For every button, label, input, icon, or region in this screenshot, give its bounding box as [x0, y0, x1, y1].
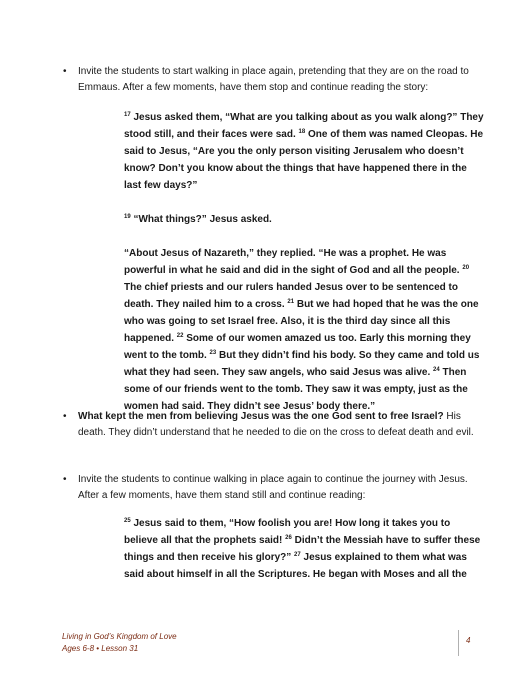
footer-course-title: Living in God’s Kingdom of Love	[62, 632, 177, 641]
verse-number: 23	[209, 350, 217, 356]
scripture-paragraph: $^{25}$ Jesus said to them, “How foolish you are! How long it takes you to believe all that the prophets said! $^{26}$ Didn’t the Messiah have to suffer these things and then receive his glory?” $^{27}$ Jesus explained to them what was said about himself in all the Scriptures. He began with Moses and all the	[124, 518, 481, 580]
verse-number: 19	[124, 214, 131, 220]
scripture-passage-2	[124, 515, 484, 583]
footer-course-info	[62, 631, 177, 655]
bullet-dot: •	[63, 66, 67, 77]
verse-number: 24	[433, 367, 440, 373]
verse-number: 26	[285, 535, 292, 541]
scripture-passage-1	[124, 109, 484, 415]
bullet-dot: •	[63, 474, 67, 485]
bullet-instruction-1	[63, 64, 478, 96]
verse-number: 20	[462, 265, 470, 271]
page-number: 4	[466, 636, 471, 645]
bullet-question	[63, 409, 478, 441]
question-answer: His death. They didn’t understand that he needed to die on the cross to defeat death and evil.	[78, 411, 474, 438]
discussion-question: What kept the men from believing Jesus was the one God sent to free Israel?	[78, 411, 444, 422]
verse-number: 22	[176, 333, 184, 339]
scripture-paragraph: $^{19}$ “What things?” Jesus asked.	[124, 214, 272, 225]
scripture-paragraph: $^{17}$ Jesus asked them, “What are you talking about as you walk along?” They stood still, and their faces were sad. $^{18}$ One of them was named Cleopas. He said to Jesus, “Are you the only person visiting Jerusalem who doesn’t know? Don’t you know about the things that have happened there in the last few days?”	[124, 112, 484, 191]
footer-divider	[458, 630, 459, 656]
scripture-paragraph: “About Jesus of Nazareth,” they replied. “He was a prophet. He was powerful in what he said and did in the sight of God and all the people. $^{20}$ The chief priests and our rulers handed Jesus over to be sentenced to death. They nailed him to a cross. $^{21}$ But we had hoped that he was the one who was going to set Israel free. Also, it is the third day since all this happened. $^{22}$ Some of our women amazed us too. Early this morning they went to the tomb. $^{23}$ But they didn’t find his body. So they came and told us what they had seen. They saw angels, who said Jesus was alive. $^{24}$ Then some of our friends went to the tomb. They saw it was empty, just as the women had said. They didn’t see Jesus’ body there.”	[124, 248, 480, 412]
verse-number: 18	[298, 129, 306, 135]
verse-number: 17	[124, 112, 131, 118]
instruction-text: Invite the students to continue walking in place again to continue the journey with Jesus. After a few moments, have them stand still and continue reading:	[78, 474, 468, 501]
verse-number: 25	[124, 518, 131, 524]
instruction-text: Invite the students to start walking in place again, pretending that they are on the road to Emmaus. After a few moments, have them stop and continue reading the story:	[78, 66, 469, 93]
verse-number: 21	[287, 299, 295, 305]
verse-number: 27	[294, 552, 301, 558]
footer-lesson-info: Ages 6-8 • Lesson 31	[62, 644, 139, 653]
bullet-dot: •	[63, 411, 67, 422]
bullet-instruction-2	[63, 472, 478, 504]
